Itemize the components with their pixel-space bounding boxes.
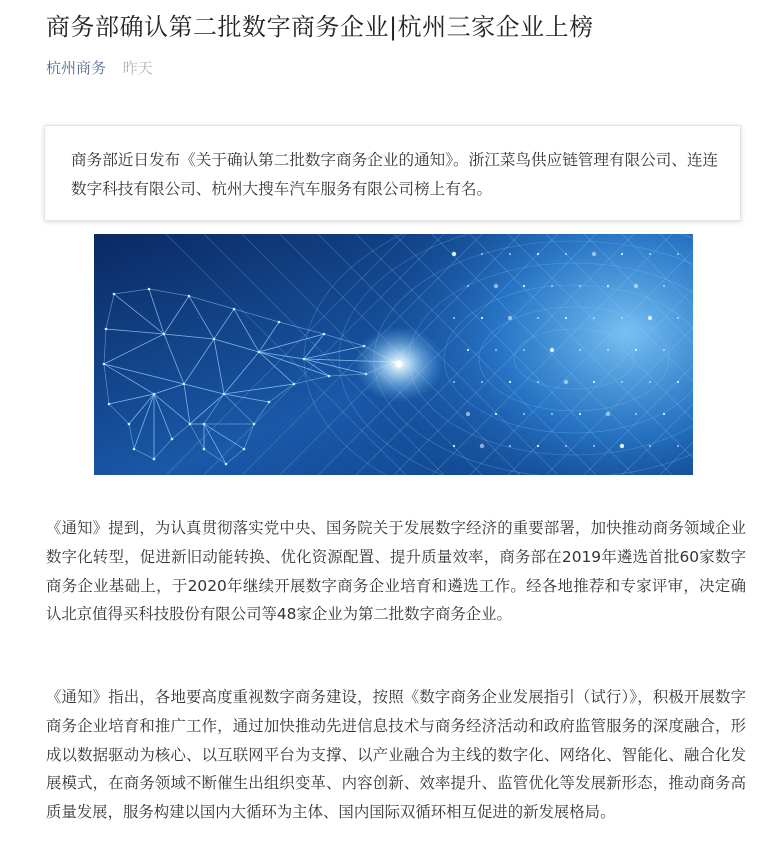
author-link[interactable]: 杭州商务 — [46, 59, 107, 77]
body-paragraph-2: 《通知》指出，各地要高度重视数字商务建设，按照《数字商务企业发展指引（试行）》，积极开展数字商务企业培育和推广工作，通过加快推动先进信息技术与商务经济活动和政府监管服务的深度融合，形成以数据驱动为核心、以互联网平台为支撑、以产业融合为主线的数字化、网络化、智能化、融合化发展模式，在商务领域不断催生出组织变革、内容创新、效率提升、监管优化等发展新形态，推动商务高质量发展，服务构建以国内大循环为主体、国内国际双循环相互促进的新发展格局。 — [46, 688, 746, 822]
digital-hand-globe-illustration — [94, 234, 693, 475]
body-paragraph-1: 《通知》提到，为认真贯彻落实党中央、国务院关于发展数字经济的重要部署，加快推动商务领域企业数字化转型，促进新旧动能转换、优化资源配置、提升质量效率，商务部在2019年遴选首批60家数字商务企业基础上，于2020年继续开展数字商务企业培育和遴选工作。经各地推荐和专家评审，决定确认北京值得买科技股份有限公司等48家企业为第二批数字商务企业。 — [46, 519, 746, 624]
summary-box: 商务部近日发布《关于确认第二批数字商务企业的通知》。浙江菜鸟供应链管理有限公司、连连数字科技有限公司、杭州大搜车汽车服务有限公司榜上有名。 — [44, 125, 741, 221]
article-title: 商务部确认第二批数字商务企业|杭州三家企业上榜 — [46, 13, 594, 41]
article-meta — [46, 57, 153, 79]
hero-image — [94, 234, 693, 475]
publish-date: 昨天 — [122, 59, 153, 77]
